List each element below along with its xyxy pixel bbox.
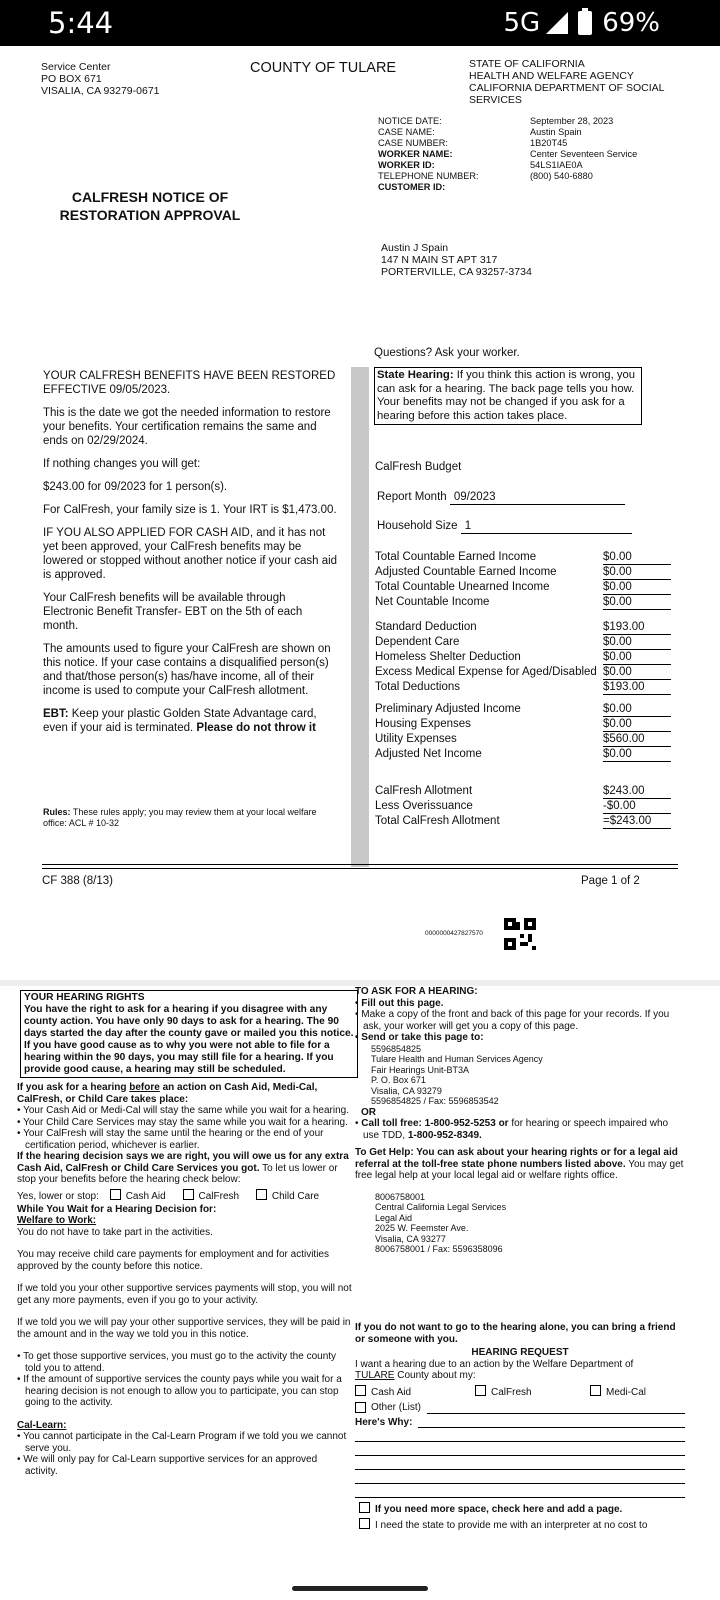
- or-text: OR: [361, 1106, 376, 1118]
- list-item: • We will only pay for Cal-Learn supportive services for an approved activity.: [17, 1454, 318, 1477]
- hearing-rights-box: YOUR HEARING RIGHTS You have the right to ask for a hearing if you disagree with any county action. You have only 90 days to ask for a hearing. The 90 days started the day after the county gave or mailed you this notice. If you have good cause as to why you were not able to file for a hearing within the 90 days, you may still file for a hearing. If you provide good cause, a hearing may still be scheduled.: [20, 990, 358, 1078]
- notice-page-2: [0, 986, 720, 1600]
- decision-paragraph: If the hearing decision says we are right, you will owe us for any extra Cash Aid, CalFresh or Child Care Services you got. To let us lower or stop your benefits before the hearing check below:: [17, 1151, 349, 1185]
- budget-row: Total CalFresh Allotment =$243.00: [375, 814, 671, 829]
- list-item: • If the amount of supportive services the county pays while you wait for a hearing decision is not enough to allow you to participate, you can stop going to the activity.: [17, 1374, 342, 1408]
- report-month-row: Report Month 09/2023: [377, 490, 637, 505]
- hearing-request-section: If you do not want to go to the hearing alone, you can bring a friend or someone with you. HEARING REQUEST I want a hearing due to an action by the Welfare Department of TULARE County about my: Cash Aid CalFresh Medi-Cal Other (List) Here's Why: If you need more space, check here and add a page. I need the state to provide me with an interpreter at no cost to: [355, 1322, 685, 1531]
- ebt-paragraph: EBT: Keep your plastic Golden State Advantage card, even if your aid is terminated. Please do not throw it: [43, 708, 317, 734]
- budget-row: Adjusted Net Income $0.00: [375, 747, 671, 762]
- request-options-row: Cash Aid CalFresh Medi-Cal: [355, 1385, 685, 1399]
- left-column: YOUR CALFRESH BENEFITS HAVE BEEN RESTORED EFFECTIVE 09/05/2023. This is the date we got the needed information to restore your benefits. Your certification remains the same and ends on 02/29/2024. If nothing changes you will get: $243.00 for 09/2023 for 1 person(s). For CalFresh, your family size is 1. Your IRT is $1,473.00. IF YOU ALSO APPLIED FOR CASH AID, and it has not yet been approved, your CalFresh benefits may be lowered or stopped without another notice if your cash aid is approved. Your CalFresh benefits will be available through Electronic Benefit Transfer- EBT on the 5th of each month. The amounts used to figure your CalFresh are shown on this notice. If your case contains a disqualified person(s) and that/those person(s) has/have income, all of their income is used to compute your CalFresh allotment. EBT: Keep your plastic Golden State Advantage card, even if your aid is terminated. Please do not throw it: [43, 370, 338, 734]
- budget-row: Homeless Shelter Deduction $0.00: [375, 650, 671, 665]
- state-hearing-box: State Hearing: If you think this action is wrong, you can ask for a hearing. The back page tells you how. Your benefits may not be changed if you ask for a hearing before this action takes place.: [374, 367, 642, 425]
- list-item: • You cannot participate in the Cal-Learn Program if we told you we cannot serve you.: [17, 1431, 347, 1454]
- notice-page-1: [0, 46, 720, 980]
- request-medi-cal-checkbox[interactable]: [590, 1385, 601, 1396]
- budget-row: CalFresh Allotment $243.00: [375, 784, 671, 799]
- battery-icon: [578, 11, 592, 35]
- list-item: • Your Cash Aid or Medi-Cal will stay the same while you wait for a hearing.: [17, 1105, 350, 1116]
- barcode-number: 0000000427827570: [425, 930, 483, 937]
- while-wait-heading: While You Wait for a Hearing Decision for:: [17, 1203, 217, 1215]
- budget-group-allotment: [375, 784, 671, 829]
- budget-group-adjusted: [375, 702, 671, 762]
- mailing-address: Austin J Spain 147 N MAIN ST APT 317 PORTERVILLE, CA 93257-3734: [381, 242, 532, 278]
- left-column-p2: If you ask for a hearing before an action on Cash Aid, Medi-Cal, CalFresh, or Child Care takes place: • Your Cash Aid or Medi-Cal will stay the same while you wait for a hearing. • Your Child Care Services may stay the same while you wait for a hearing. • Your CalFresh will stay the same until the hearing or the end of your certification period, whichever is earlier. If the hearing decision says we are right, you will owe us for any extra Cash Aid, CalFresh or Child Care Services you got. To let us lower or stop your benefits before the hearing check below: Yes, lower or stop: Cash Aid CalFresh Child Care While You Wait for a Hearing Decision for: Welfare to Work: You do not have to take part in the activities. You may receive child care payments for employment and for activities approved by the county before this notice. If we told you your other supportive services payments will stop, you will not get any more payments, even if you go to your activity. If we told you we will pay your other supportive services, they will be paid in the amount and in the way we told you in this notice. • To get those supportive services, you must go to the activity the county told you to attend. • If the amount of supportive services the county pays while you wait for a hearing decision is not enough to allow you to participate, you can stop going to the activity. Cal-Learn: • You cannot participate in the Cal-Learn Program if we told you we cannot serve you. • We will only pay for Cal-Learn supportive services for an approved activity.: [17, 1082, 352, 1477]
- list-item: • To get those supportive services, you must go to the activity the county told you to attend.: [17, 1351, 337, 1374]
- questions-text: Questions? Ask your worker.: [374, 347, 520, 359]
- status-bar: [0, 0, 720, 46]
- form-number: CF 388 (8/13): [42, 875, 113, 887]
- page-number: Page 1 of 2: [581, 875, 640, 887]
- budget-row: Less Overissuance -$0.00: [375, 799, 671, 814]
- budget-row: Preliminary Adjusted Income $0.00: [375, 702, 671, 717]
- legal-aid-address: 8006758001 Central California Legal Services Legal Aid 2025 W. Feemster Ave. Visalia, CA 93277 8006758001 / Fax: 5596358096: [375, 1191, 507, 1254]
- why-line[interactable]: [418, 1417, 685, 1429]
- cash-aid-checkbox[interactable]: [110, 1189, 121, 1200]
- footer-rule: [42, 864, 678, 865]
- footer-rule: [42, 868, 678, 869]
- why-line[interactable]: [355, 1456, 685, 1470]
- battery-percent: 69%: [602, 8, 660, 38]
- budget-row: Total Deductions $193.00: [375, 680, 671, 695]
- interpreter-checkbox[interactable]: [359, 1518, 370, 1529]
- budget-row: Total Countable Earned Income $0.00: [375, 550, 671, 565]
- other-line[interactable]: [427, 1402, 685, 1414]
- calfresh-checkbox[interactable]: [183, 1189, 194, 1200]
- to-ask-heading: TO ASK FOR A HEARING:: [355, 986, 478, 997]
- county-name: COUNTY OF TULARE: [250, 60, 397, 76]
- list-item: • Your Child Care Services may stay the same while you wait for a hearing.: [17, 1116, 348, 1128]
- welfare-to-work-heading: Welfare to Work:: [17, 1215, 97, 1226]
- budget-row: Dependent Care $0.00: [375, 635, 671, 650]
- list-item: • Your CalFresh will stay the same until the hearing or the end of your certification period, whichever is earlier.: [17, 1128, 324, 1151]
- heres-why-row: Here's Why:: [355, 1417, 685, 1429]
- other-checkbox[interactable]: [355, 1402, 366, 1413]
- request-calfresh-checkbox[interactable]: [475, 1385, 486, 1396]
- budget-row: Housing Expenses $0.00: [375, 717, 671, 732]
- divider-bar: [351, 367, 369, 867]
- more-space-row: If you need more space, check here and add a page.: [355, 1502, 685, 1516]
- hearing-address: 5596854825 Tulare Health and Human Services Agency Fair Hearings Unit-BT3A P. O. Box 671 Visalia, CA 93279 5596854825 / Fax: 5596853542: [371, 1043, 543, 1106]
- budget-row: Excess Medical Expense for Aged/Disabled $0.00: [375, 665, 671, 680]
- home-indicator[interactable]: [292, 1586, 428, 1591]
- why-line[interactable]: [355, 1428, 685, 1442]
- request-cash-aid-checkbox[interactable]: [355, 1385, 366, 1396]
- service-center-address: Service Center PO BOX 671 VISALIA, CA 93279-0671: [41, 61, 160, 97]
- why-line[interactable]: [355, 1442, 685, 1456]
- agency-header: STATE OF CALIFORNIA HEALTH AND WELFARE AGENCY CALIFORNIA DEPARTMENT OF SOCIAL SERVICES: [469, 58, 665, 106]
- toll-free-line: • Call toll free: 1-800-952-5253 or for hearing or speech impaired who use TDD, 1-800-952-8349.: [355, 1118, 669, 1141]
- lower-stop-row: Yes, lower or stop: Cash Aid CalFresh Child Care: [17, 1190, 320, 1202]
- more-space-checkbox[interactable]: [359, 1502, 370, 1513]
- cal-learn-heading: Cal-Learn:: [17, 1419, 67, 1431]
- why-line[interactable]: [355, 1484, 685, 1498]
- notice-details: NOTICE DATE: September 28, 2023 CASE NAME: Austin Spain CASE NUMBER: 1B20T45 WORKER NAME: Center Seventeen Service WORKER ID: 54LS1IAE0A TELEPHONE NUMBER: (800) 540-6880 CUSTOMER ID:: [378, 116, 638, 192]
- get-help-paragraph: To Get Help: You can ask about your hearing rights or for a legal aid referral at the toll-free state phone numbers listed above. You may get free legal help at your local legal aid or welfare rights office.: [355, 1147, 684, 1181]
- rules-note: Rules: These rules apply; you may review them at your local welfare office: ACL # 10-32: [43, 807, 317, 828]
- budget-group-deductions: [375, 620, 671, 695]
- interpreter-row: I need the state to provide me with an interpreter at no cost to: [355, 1518, 685, 1532]
- budget-group-income: [375, 550, 671, 610]
- budget-row: Utility Expenses $560.00: [375, 732, 671, 747]
- signal-icon: [546, 12, 568, 34]
- network-label: 5G: [503, 8, 541, 38]
- budget-title: CalFresh Budget: [375, 461, 462, 473]
- budget-row: Standard Deduction $193.00: [375, 620, 671, 635]
- ask-before-heading: If you ask for a hearing before an action on Cash Aid, Medi-Cal, CalFresh, or Child Care takes place:: [17, 1082, 318, 1105]
- notice-title: CALFRESH NOTICE OF RESTORATION APPROVAL: [59, 189, 241, 223]
- qr-code-icon: [504, 918, 536, 950]
- budget-row: Net Countable Income $0.00: [375, 595, 671, 610]
- right-column-p2: TO ASK FOR A HEARING: • Fill out this page. • Make a copy of the front and back of this page for your records. If you ask, your worker will get you a copy of this page. • Send or take this page to: 5596854825 Tulare Health and Human Services Agency Fair Hearings Unit-BT3A P. O. Box 671 Visalia, CA 93279 5596854825 / Fax: 5596853542 OR • Call toll free: 1-800-952-5253 or for hearing or speech impaired who use TDD, 1-800-952-8349. To Get Help: You can ask about your hearing rights or for a legal aid referral at the toll-free state phone numbers listed above. You may get free legal help at your local legal aid or welfare rights office. 8006758001 Central California Legal Services Legal Aid 2025 W. Feemster Ave. Visalia, CA 93277 8006758001 / Fax: 5596358096: [355, 986, 684, 1254]
- household-size-row: Household Size 1: [377, 519, 637, 534]
- child-care-checkbox[interactable]: [256, 1189, 267, 1200]
- hearing-request-title: HEARING REQUEST: [471, 1347, 569, 1358]
- other-list-row: Other (List): [355, 1402, 685, 1414]
- status-time: 5:44: [48, 6, 114, 40]
- why-line[interactable]: [355, 1470, 685, 1484]
- budget-row: Adjusted Countable Earned Income $0.00: [375, 565, 671, 580]
- budget-row: Total Countable Unearned Income $0.00: [375, 580, 671, 595]
